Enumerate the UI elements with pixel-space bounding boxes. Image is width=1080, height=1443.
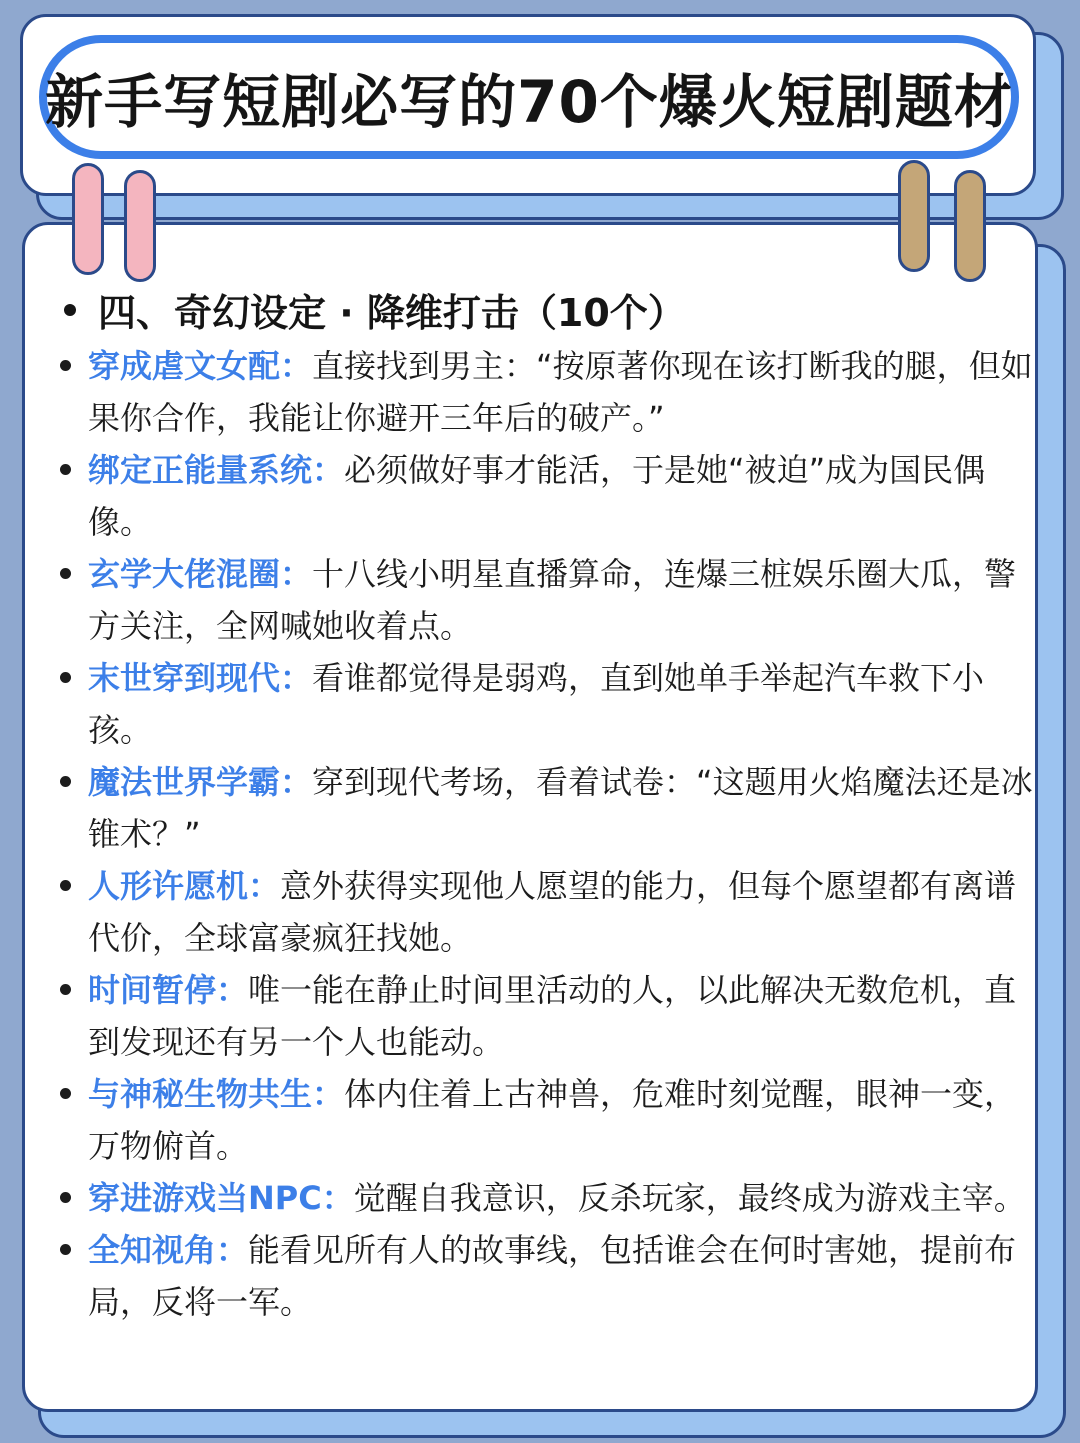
item-text: 觉醒自我意识，反杀玩家，最终成为游戏主宰。 <box>353 1179 1026 1217</box>
item-text: 十八线小明星直播算命，连爆三桩娱乐圈大瓜，警方关注，全网喊她收着点。 <box>88 555 1017 645</box>
item-text: 穿到现代考场，看着试卷：“这题用火焰魔法还是冰锥术？” <box>88 763 1033 853</box>
bullet <box>60 464 71 475</box>
item-topic: 末世穿到现代： <box>88 659 313 697</box>
item-text: 唯一能在静止时间里活动的人，以此解决无数危机，直到发现还有另一个人也能动。 <box>88 971 1017 1061</box>
item-topic: 魔法世界学霸： <box>88 763 313 801</box>
section-heading <box>64 282 1040 337</box>
item-topic: 人形许愿机： <box>88 867 281 905</box>
bullet <box>60 1244 71 1255</box>
binder-ring-right-2 <box>954 170 986 282</box>
item-topic: 穿成虐文女配： <box>88 347 313 385</box>
list-item <box>56 1068 1041 1172</box>
list-item <box>56 444 1041 548</box>
item-text: 体内住着上古神兽，危难时刻觉醒，眼神一变，万物俯首。 <box>88 1075 1017 1165</box>
item-topic: 玄学大佬混圈： <box>88 555 313 593</box>
item-topic: 绑定正能量系统： <box>88 451 345 489</box>
item-topic: 穿进游戏当NPC： <box>88 1179 354 1217</box>
title-pill <box>39 35 1019 159</box>
item-topic: 全知视角： <box>88 1231 249 1269</box>
binder-ring-left-1 <box>72 163 104 275</box>
list-item <box>56 964 1041 1068</box>
page-title: 新手写短剧必写的70个爆火短剧题材 <box>45 68 1013 136</box>
item-text: 看谁都觉得是弱鸡，直到她单手举起汽车救下小孩。 <box>88 659 985 749</box>
item-text: 必须做好事才能活，于是她“被迫”成为国民偶像。 <box>88 451 986 541</box>
bullet <box>60 568 71 579</box>
item-topic: 与神秘生物共生： <box>88 1075 345 1113</box>
bullet <box>60 776 71 787</box>
heading-bullet <box>64 304 76 316</box>
list-item <box>56 548 1041 652</box>
item-text: 能看见所有人的故事线，包括谁会在何时害她，提前布局，反将一军。 <box>88 1231 1017 1321</box>
list-item <box>56 340 1041 444</box>
topic-list <box>56 340 1041 1328</box>
bullet <box>60 1088 71 1099</box>
list-item <box>56 652 1041 756</box>
list-item <box>56 860 1041 964</box>
bullet <box>60 880 71 891</box>
item-text: 意外获得实现他人愿望的能力，但每个愿望都有离谱代价，全球富豪疯狂找她。 <box>88 867 1017 957</box>
section-heading-text: 四、奇幻设定 · 降维打击（10个） <box>98 291 686 335</box>
bullet <box>60 984 71 995</box>
title-card <box>20 14 1036 196</box>
item-topic: 时间暂停： <box>88 971 249 1009</box>
binder-ring-right-1 <box>898 160 930 272</box>
bullet <box>60 360 71 371</box>
list-item <box>56 1172 1041 1224</box>
list-item <box>56 756 1041 860</box>
item-text: 直接找到男主：“按原著你现在该打断我的腿，但如果你合作，我能让你避开三年后的破产。” <box>88 347 1033 437</box>
bullet <box>60 1192 71 1203</box>
binder-ring-left-2 <box>124 170 156 282</box>
bullet <box>60 672 71 683</box>
list-item <box>56 1224 1041 1328</box>
